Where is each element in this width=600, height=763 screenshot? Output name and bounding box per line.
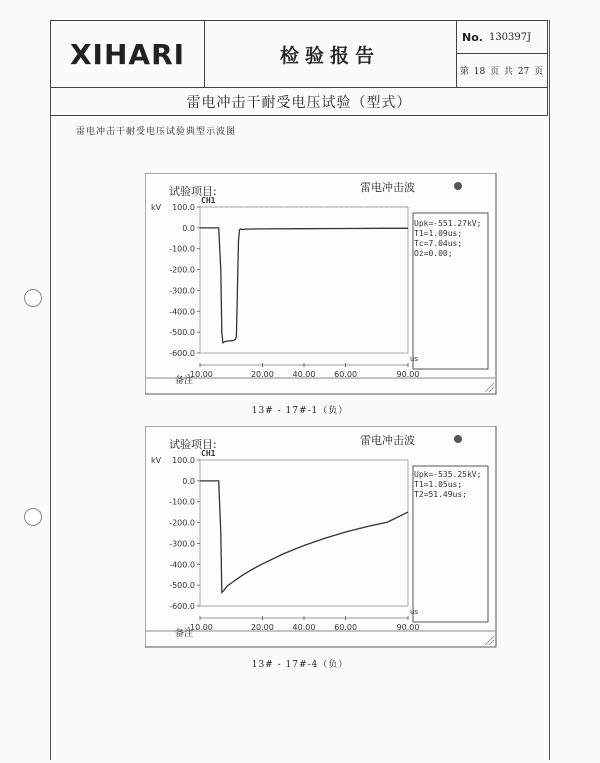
binder-hole-icon [24, 508, 42, 526]
test-subtitle: 雷电冲击干耐受电压试验（型式） [50, 88, 548, 116]
wave-type-label: 雷电冲击波 [360, 434, 415, 447]
param-line: T1=1.09us; [414, 229, 463, 238]
x-tick-label: 60.00 [334, 370, 358, 379]
y-tick-label: -100.0 [169, 497, 195, 507]
x-tick-label: 60.00 [334, 623, 358, 632]
y-tick-label: -100.0 [169, 244, 195, 254]
report-header [50, 20, 548, 88]
x-tick-label: 40.00 [292, 370, 316, 379]
y-tick-label: -600.0 [169, 602, 195, 611]
y-tick-label: -200.0 [169, 518, 195, 528]
y-tick-label: -500.0 [169, 328, 195, 338]
x-tick-label: 20.00 [250, 623, 274, 632]
y-tick-label: 0.0 [182, 476, 195, 486]
report-number-value: 130397J [488, 31, 532, 43]
y-tick-label: -500.0 [169, 581, 195, 591]
waveform-params-1 [414, 219, 485, 259]
x-tick-label: 90.00 [396, 370, 420, 379]
figure-caption-2: 13# - 17#-4（负） [251, 660, 349, 670]
y-unit-label: kV [151, 203, 162, 212]
param-line: Tc=7.04us; [414, 239, 463, 248]
binder-hole-icon [24, 289, 42, 307]
channel-label: CH1 [201, 196, 216, 205]
test-item-label: 试验项目: [169, 438, 217, 451]
scan-marks [592, 340, 596, 420]
report-number-label: No. [462, 30, 483, 44]
report-number [456, 21, 547, 54]
oscilloscope-panel-1 [145, 173, 497, 395]
y-tick-label: -400.0 [169, 307, 195, 317]
oscilloscope-panel-2 [145, 426, 497, 648]
param-line: T2=51.49us; [414, 490, 467, 499]
figure-caption-1: 13# - 17#-1（负） [251, 406, 349, 416]
param-line: T1=1.05us; [414, 480, 463, 489]
test-item-label: 试验项目: [169, 185, 217, 198]
y-tick-label: -400.0 [169, 560, 195, 570]
channel-label: CH1 [201, 449, 216, 458]
status-led-icon [454, 435, 462, 443]
y-tick-label: -600.0 [169, 349, 195, 358]
x-unit-label: us [410, 355, 419, 363]
remark-label: 备注 [175, 629, 194, 639]
x-tick-label: 40.00 [292, 623, 316, 632]
y-tick-label: -300.0 [169, 286, 195, 296]
waveform-chart-1 [145, 173, 497, 395]
document-title: 检验报告 [204, 21, 457, 87]
param-line: Oz=0.00; [414, 249, 453, 258]
status-led-icon [454, 182, 462, 190]
y-unit-label: kV [151, 456, 162, 465]
param-line: Upk=-535.25kV; [414, 470, 482, 479]
param-line: Upk=-551.27kV; [414, 219, 482, 228]
y-tick-label: 100.0 [172, 456, 195, 465]
x-unit-label: us [410, 608, 419, 616]
company-logo: XIHARI [51, 21, 205, 87]
waveform-params-2 [414, 470, 485, 500]
waveform-chart-2 [145, 426, 497, 648]
section-caption: 雷电冲击干耐受电压试验典型示波图 [76, 127, 237, 137]
x-tick-label: -10.00 [187, 370, 213, 379]
x-tick-label: -10.00 [187, 623, 213, 632]
y-tick-label: 100.0 [172, 203, 195, 212]
wave-type-label: 雷电冲击波 [360, 181, 415, 194]
y-tick-label: 0.0 [182, 223, 195, 233]
remark-label: 备注 [175, 376, 194, 386]
y-tick-label: -300.0 [169, 539, 195, 549]
x-tick-label: 20.00 [250, 370, 274, 379]
x-tick-label: 90.00 [396, 623, 420, 632]
y-tick-label: -200.0 [169, 265, 195, 275]
page-indicator: 第 18 页 共 27 页 [459, 67, 544, 77]
